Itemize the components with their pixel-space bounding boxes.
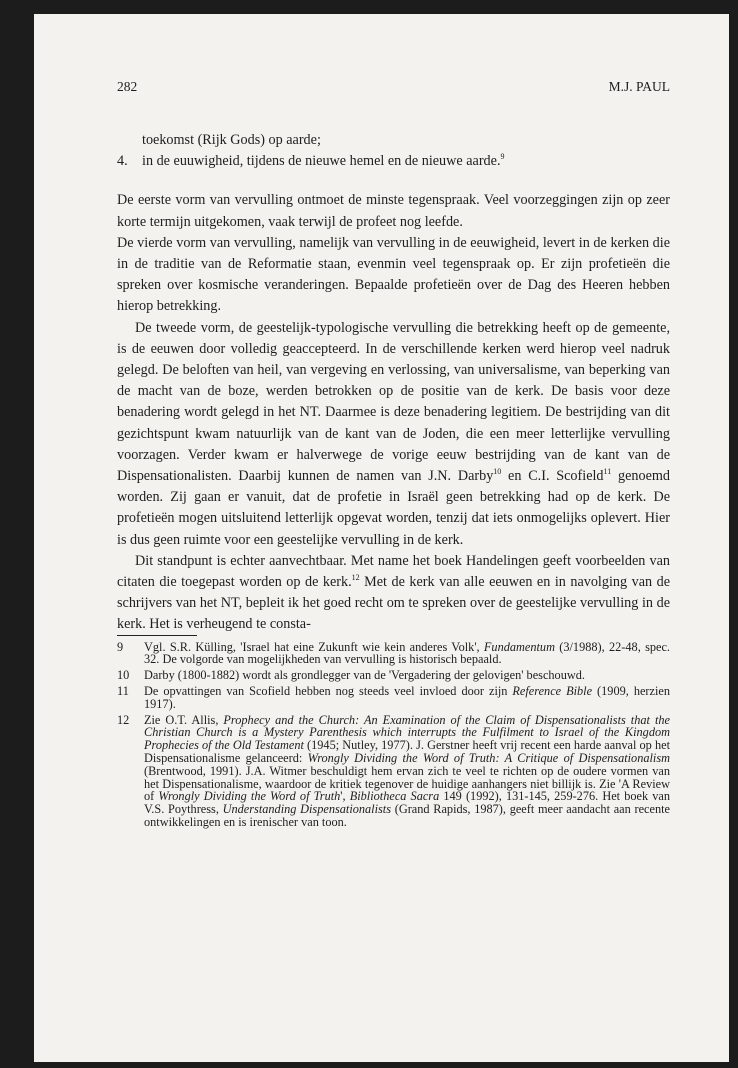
list-item xyxy=(117,151,670,172)
page xyxy=(34,14,729,1062)
footnote-10: 10 Darby (1800-1882) wordt als grondlegger van de 'Vergadering der gelovigen' beschouwd. xyxy=(117,668,585,683)
footnote-12: 12 Zie O.T. Allis, Prophecy and the Church: An Examination of the Claim of Dispensationalists that the Christian Church is a Mystery Parenthesis which interrupts the Fulfilment to Israel of the Kingdom Prophecies of the Old Testament (1945; Nutley, 1977). J. Gerstner heeft vrij recent een harde aanval op het Dispensationalisme gelanceerd: Wrongly Dividing the Word of Truth: A Critique of Dispensationalism (Brentwood, 1991). J.A. Witmer beschuldigt hem ervan zich te veel te richten op de oudere vormen van het Dispensationalisme, waardoor de kritiek tegenover de huidige aanhangers niet billijk is. Zie 'A Review of Wrongly Dividing the Word of Truth', Bibliotheca Sacra 149 (1992), 131-145, 259-276. Het boek van V.S. Poythress, Understanding Dispensationalists (Grand Rapids, 1987), geeft meer aandacht aan recente ontwikkelingen en is irenischer van toon. xyxy=(117,712,671,830)
paragraph-1: De eerste vorm van vervulling ontmoet de minste tegenspraak. Veel voorzeggingen zijn op zeer korte termijn uitgekomen, vaak terwijl de profeet nog leefde. xyxy=(117,192,670,230)
page-number: 282 xyxy=(117,79,138,94)
footnote-11: 11 De opvattingen van Scofield hebben nog steeds veel invloed door zijn Reference Bible (1909, herzien 1917). xyxy=(117,684,670,711)
footnotes xyxy=(117,641,670,829)
footnote-ref-11: 11 xyxy=(603,467,612,477)
paragraph-4: Dit standpunt is echter aanvechtbaar. Met name het boek Handelingen geeft voorbeelden van citaten die toegepast worden op de kerk.$^{12}$ Met de kerk van alle eeuwen en in navolging van de schrijvers van het NT, bepleit ik het goed recht om te spreken over de geestelijke vervulling in de kerk. Het is verheugend te consta- xyxy=(117,552,670,633)
footnote-ref-12: 12 xyxy=(351,573,360,583)
list-item-body: in de euuwigheid, tijdens de nieuwe hemel en de nieuwe aarde.$^9$ xyxy=(142,152,505,170)
list-item-number: 4. xyxy=(117,153,128,170)
footnote-ref-10: 10 xyxy=(493,467,502,477)
paragraph-3: De tweede vorm, de geestelijk-typologische vervulling die betrekking heeft op de gemeente, is de eeuwen door volledig geaccepteerd. In de verschillende kerken werd hierop veel nadruk gelegd. De beloften van heil, van vergeving en verlossing, van universalisme, van beperking van de macht van de boze, werden betrokken op de positie van de kerk. De basis voor deze benadering wordt gelegd in het NT. Daarmee is deze benadering legitiem. De bestrijding van dit gezichtspunt kwam natuurlijk van de kant van de Joden, die een meer letterlijke vervulling voorzagen. Verder kwam er halverwege de vorige eeuw bestrijding van de kant van de Dispensationalisten. Daarbij kunnen de namen van J.N. Darby$^{10}$ en C.I. Scofield$^{11}$ genoemd worden. Zij gaan er vanuit, dat de profetie in Israël geen betrekking had op de kerk. De profetieën mogen uitsluitend letterlijk opgevat worden, tenzij dat iets onmogelijks oplevert. Hier is dus geen ruimte voor een geestelijke vervulling in de kerk. xyxy=(117,319,670,548)
footnote-9: 9 Vgl. S.R. Külling, 'Israel hat eine Zukunft wie kein anderes Volk', Fundamentum (3/1988), 22-48, spec. 32. De volgorde van mogelijkheden van vervulling is historisch bepaald. xyxy=(117,639,670,667)
paragraph-2: De vierde vorm van vervulling, namelijk van vervulling in de eeuwigheid, levert in de kerken die in de traditie van de Reformatie staan, evenmin veel tegenspraak op. Er zijn profetieën die spreken over kosmische veranderingen. Bepaalde profetieën over de Dag des Heeren hebben hierop betrekking. xyxy=(117,234,670,315)
list-item-continuation: toekomst (Rijk Gods) op aarde; xyxy=(142,132,321,148)
body-text xyxy=(117,130,670,832)
running-head-author: M.J. PAUL xyxy=(608,79,670,94)
footnote-ref-9: 9 xyxy=(500,152,505,162)
